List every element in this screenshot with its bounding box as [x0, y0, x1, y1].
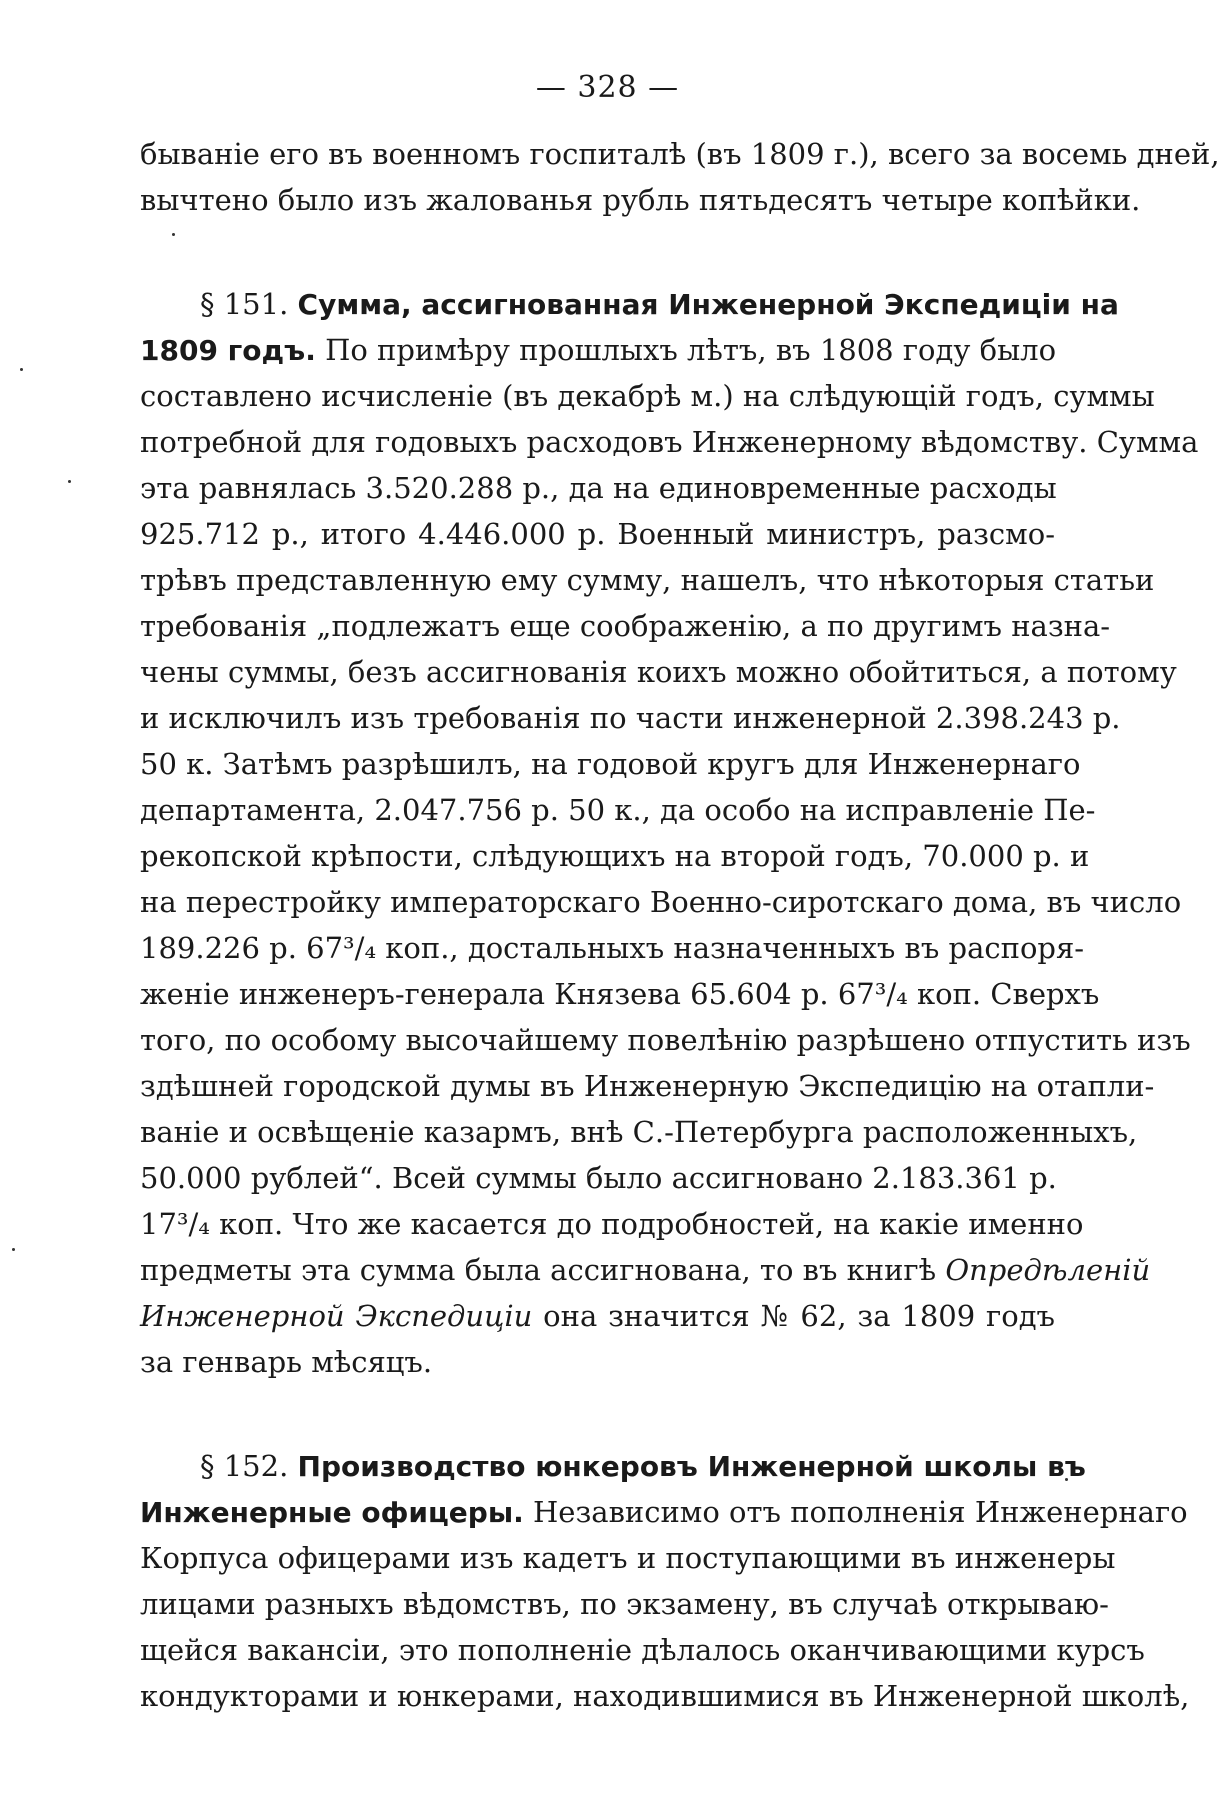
text-line: 50.000 рублей“. Всей суммы было ассигновано 2.183.361 р. — [140, 1161, 1057, 1195]
text-line: потребной для годовыхъ расходовъ Инженерному вѣдомству. Сумма — [140, 425, 1199, 459]
text-line: кондукторами и юнкерами, находившимися въ Инженерной школѣ, — [140, 1679, 1190, 1713]
text-line: женіе инженеръ-генерала Князева 65.604 р. 67³/₄ коп. Сверхъ — [140, 977, 1100, 1011]
text-line: и исключилъ изъ требованія по части инженерной 2.398.243 р. — [140, 701, 1121, 735]
section-heading: Сумма, ассигнованная Инженерной Экспедиціи на — [297, 288, 1119, 321]
text-line: 50 к. Затѣмъ разрѣшилъ, на годовой кругъ для Инженернаго — [140, 747, 1081, 781]
text-line: 925.712 р., итого 4.446.000 р. Военный министръ, разсмо- — [140, 517, 1055, 551]
text-line: щейся вакансіи, это пополненіе дѣлалось оканчивающими курсъ — [140, 1633, 1145, 1667]
book-page — [140, 70, 1220, 1719]
text-line: 17³/₄ коп. Что же касается до подробностей, на какіе именно — [140, 1207, 1084, 1241]
text-line: Корпуса офицерами изъ кадетъ и поступающими въ инженеры — [140, 1541, 1116, 1575]
text-line: вычтено было изъ жалованья рубль пятьдесятъ четыре копѣйки. — [140, 183, 1141, 217]
text-line: за генварь мѣсяцъ. — [140, 1345, 433, 1379]
text-line: того, по особому высочайшему повелѣнію разрѣшено отпустить изъ — [140, 1023, 1191, 1057]
text-line: ваніе и освѣщеніе казармъ, внѣ С.-Петербурга расположенныхъ, — [140, 1115, 1138, 1149]
text-line: лицами разныхъ вѣдомствъ, по экзамену, въ случаѣ открываю- — [140, 1587, 1109, 1621]
text-line: 189.226 р. 67³/₄ коп., достальныхъ назначенныхъ въ распоря- — [140, 931, 1085, 965]
text-line: на перестройку императорскаго Военно-сиротскаго дома, въ число — [140, 885, 1182, 919]
section-152-heading-line — [140, 1443, 1086, 1489]
text-line: департамента, 2.047.756 р. 50 к., да особо на исправленіе Пе- — [140, 793, 1096, 827]
text-line — [140, 1489, 1188, 1535]
section-heading: Производство юнкеровъ Инженерной школы въ — [297, 1450, 1086, 1483]
text-line: рекопской крѣпости, слѣдующихъ на второй годъ, 70.000 р. и — [140, 839, 1090, 873]
text-fragment: По примѣру прошлыхъ лѣтъ, въ 1808 году было — [325, 333, 1057, 367]
book-title-italic: Опредѣленій — [945, 1253, 1151, 1287]
section-heading-continued: Инженерные офицеры. — [140, 1496, 524, 1529]
text-fragment: Независимо отъ пополненія Инженернаго — [533, 1495, 1188, 1529]
scan-speck — [20, 368, 23, 371]
section-152 — [140, 1443, 1190, 1719]
text-fragment: она значится № 62, за 1809 годъ — [543, 1299, 1055, 1333]
text-line: требованія „подлежатъ еще соображенію, а по другимъ назна- — [140, 609, 1111, 643]
section-151 — [140, 281, 1199, 1385]
text-line: составлено исчисленіе (въ декабрѣ м.) на слѣдующій годъ, суммы — [140, 379, 1155, 413]
text-line: чены суммы, безъ ассигнованія коихъ можно обойтиться, а потому — [140, 655, 1177, 689]
book-title-italic: Инженерной Экспедиціи — [140, 1299, 533, 1333]
text-line — [140, 1293, 1055, 1339]
intro-paragraph — [140, 131, 1220, 223]
text-line: трѣвъ представленную ему сумму, нашелъ, что нѣкоторыя статьи — [140, 563, 1155, 597]
section-number: § 151. — [200, 287, 289, 321]
section-number: § 152. — [200, 1449, 289, 1483]
page-number: — 328 — — [535, 70, 680, 105]
scan-speck — [68, 480, 71, 483]
text-fragment: предметы эта сумма была ассигнована, то въ книгѣ — [140, 1253, 937, 1287]
scan-speck — [12, 1248, 15, 1251]
text-line: эта равнялась 3.520.288 р., да на единовременные расходы — [140, 471, 1057, 505]
text-line: бываніе его въ военномъ госпиталѣ (въ 1809 г.), всего за восемь дней, — [140, 137, 1220, 171]
section-151-heading-line — [140, 281, 1119, 327]
text-line — [140, 327, 1055, 373]
text-line — [140, 1247, 1151, 1293]
text-line: здѣшней городской думы въ Инженерную Экспедицію на отапли- — [140, 1069, 1155, 1103]
section-heading-continued: 1809 годъ. — [140, 334, 316, 367]
